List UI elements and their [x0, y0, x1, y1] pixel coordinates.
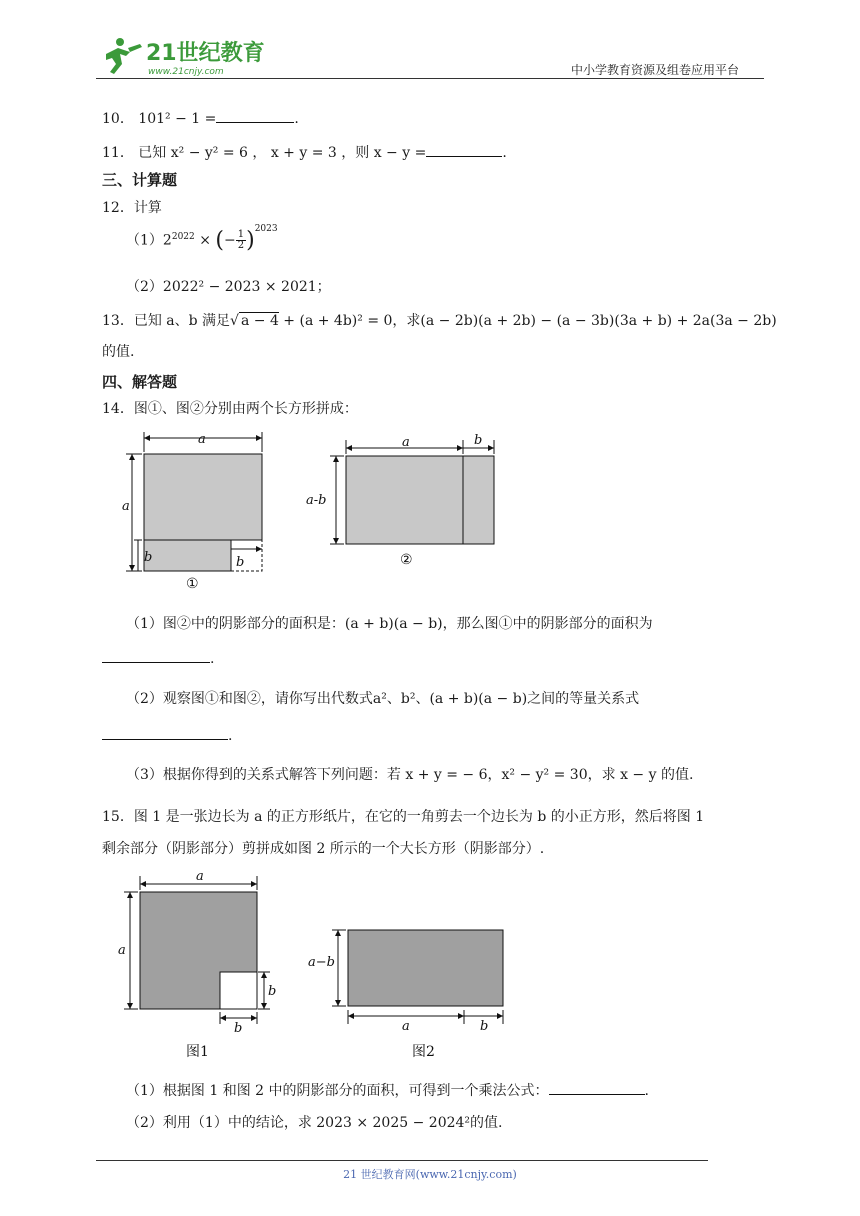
q13-line-2: 的值. [102, 344, 135, 360]
fig2-label-a-top: a [402, 435, 410, 450]
fig1-label-b-left: b [144, 550, 153, 565]
q14-part-2-answer: . [102, 725, 232, 744]
fig15-2-label-b-bottom: b [480, 1019, 489, 1034]
q15-part-2: （2）利用（1）中的结论，求 2023 × 2025 − 2024²的值. [126, 1115, 503, 1131]
q14-p1-blank [102, 648, 210, 663]
q14-figure-1 [118, 428, 278, 596]
section-4-heading: 四、解答题 [102, 373, 178, 391]
q14-part-2: （2）观察图①和图②，请你写出代数式a²、b²、(a + b)(a − b)之间的等量关系式 [126, 691, 640, 707]
fig15-1-label-a-left: a [118, 943, 126, 958]
q10-blank [216, 108, 294, 123]
q15-part-1: （1）根据图 1 和图 2 中的阴影部分的面积，可得到一个乘法公式： . [126, 1080, 649, 1100]
q12-part-2: （2）2022² − 2023 × 2021； [126, 279, 331, 295]
question-13: 13．已知 a、b 满足√ a − 4 + (a + 4b)² = 0，求(a − 2b)(a + 2b) − (a − 3b)(3a + b) + 2a(3a − 2b) [102, 313, 777, 329]
fig15-1-label-b-right: b [268, 984, 277, 999]
q11-blank [426, 142, 502, 157]
footer-divider [96, 1160, 708, 1161]
site-logo [96, 34, 266, 78]
question-11: 11． 已知 x² − y² = 6 ， x + y = 3 ，则 x − y = . [102, 142, 507, 162]
q14-p2-blank [102, 725, 228, 740]
fig2-caption: ② [400, 552, 413, 568]
fig1-caption: ① [186, 576, 199, 592]
fig1-label-b-right: b [236, 555, 245, 570]
q14-part-1-answer: . [102, 648, 214, 667]
fig15-2-label-a-bottom: a [402, 1019, 410, 1034]
fig1-label-a-top: a [198, 432, 206, 447]
q15-p1-blank [549, 1080, 645, 1095]
fig15-1-label-a-top: a [196, 869, 204, 884]
q15-figure-1 [112, 864, 282, 1064]
question-15: 15．图 1 是一张边长为 a 的正方形纸片，在它的一角剪去一个边长为 b 的小正方形，然后将图 1 [102, 809, 705, 825]
logo-url: www.21cnjy.com [148, 67, 224, 77]
q10-expression: 101² − 1 = [138, 111, 217, 127]
fig15-1-label-b-bottom: b [234, 1021, 243, 1036]
footer-text[interactable]: 21 世纪教育网(www.21cnjy.com) [343, 1168, 517, 1181]
question-10: 10． 101² − 1 = . [102, 108, 299, 128]
fig15-2-caption: 图2 [412, 1044, 435, 1060]
q14-part-3: （3）根据你得到的关系式解答下列问题：若 x + y = − 6，x² − y² = 30，求 x − y 的值. [126, 767, 694, 783]
header-platform-text: 中小学教育资源及组卷应用平台 [571, 63, 740, 77]
section-3-heading: 三、计算题 [102, 171, 178, 189]
logo-text: 21世纪教育 [146, 41, 265, 66]
q14-figure-2 [302, 432, 502, 572]
fig1-label-a-left: a [122, 499, 130, 514]
q15-line-2: 剩余部分（阴影部分）剪拼成如图 2 所示的一个大长方形（阴影部分）. [102, 841, 545, 857]
question-12: 12．计算 [102, 200, 162, 216]
fig2-label-amb: a-b [306, 493, 327, 508]
fig15-1-caption: 图1 [186, 1044, 209, 1060]
q15-figure-2 [306, 920, 522, 1064]
fig15-2-label-amb: a−b [308, 955, 335, 970]
header-divider [96, 78, 764, 79]
fig2-label-b-top: b [474, 433, 483, 448]
q11-text: 已知 x² − y² = 6 ， x + y = 3 ，则 x − y = [138, 145, 427, 161]
q14-part-1: （1）图②中的阴影部分的面积是：(a + b)(a − b)，那么图①中的阴影部分的面积为 [126, 616, 653, 632]
q12-part-1: $(1)2^{2022}$ × (− $\frac{1}{2}$ )$^{2023}$ [126, 223, 278, 253]
question-14: 14．图①、图②分别由两个长方形拼成： [102, 401, 358, 417]
